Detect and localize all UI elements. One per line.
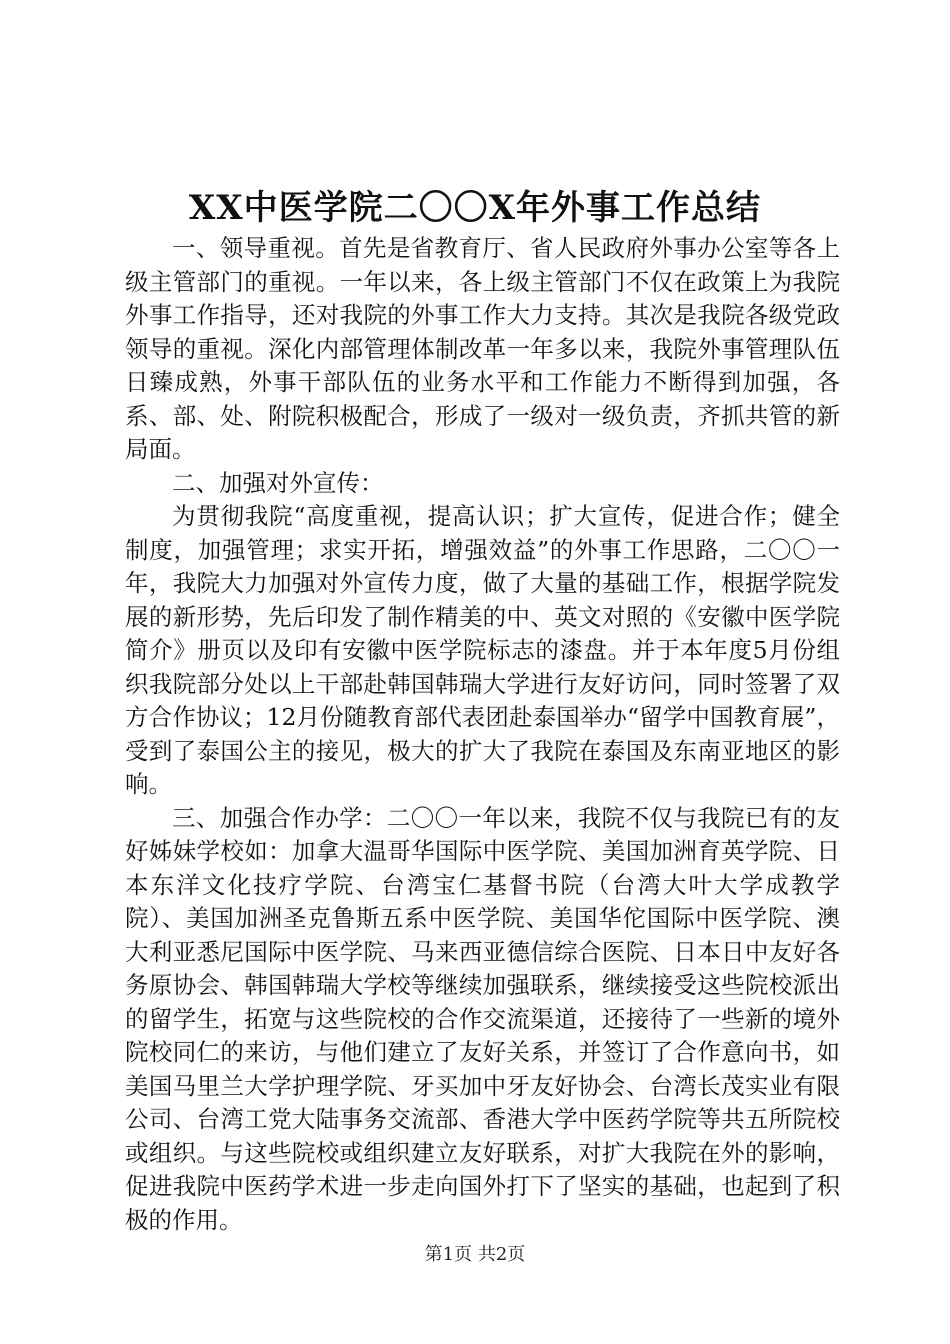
document-title: XX中医学院二〇〇X年外事工作总结 [188,188,762,228]
paragraph-leadership: 一、领导重视。首先是省教育厅、省人民政府外事办公室等各上级主管部门的重视。一年以来，各上级主管部门不仅在政策上为我院外事工作指导，还对我院的外事工作大力支持。其次是我院各级党政领导的重视。深化内部管理体制改革一年多以来，我院外事管理队伍日臻成熟，外事干部队伍的业务水平和工作能力不断得到加强，各系、部、处、附院积极配合，形成了一级对一级负责，齐抓共管的新局面。 [125,234,840,463]
paragraph-publicity: 为贯彻我院“高度重视，提高认识；扩大宣传，促进合作；健全制度，加强管理；求实开拓，增强效益”的外事工作思路，二〇〇一年，我院大力加强对外宣传力度，做了大量的基础工作，根据学院发展的新形势，先后印发了制作精美的中、英文对照的《安徽中医学院简介》册页以及印有安徽中医学院标志的漆盘。并于本年度5月份组织我院部分处以上干部赴韩国韩瑞大学进行友好访问，同时签署了双方合作协议；12月份随教育部代表团赴泰国举办“留学中国教育展”，受到了泰国公主的接见，极大的扩大了我院在泰国及东南亚地区的影响。 [125,502,840,798]
document-body [125,232,840,1237]
heading-publicity: 二、加强对外宣传： [172,468,384,497]
paragraph-cooperation: 三、加强合作办学：二〇〇一年以来，我院不仅与我院已有的友好姊妹学校如：加拿大温哥华国际中医学院、美国加洲育英学院、日本东洋文化技疗学院、台湾宝仁基督书院（台湾大叶大学成教学院）、美国加洲圣克鲁斯五系中医学院、美国华佗国际中医学院、澳大利亚悉尼国际中医学院、马来西亚德信综合医院、日本日中友好各务原协会、韩国韩瑞大学校等继续加强联系，继续接受这些院校派出的留学生，拓宽与这些院校的合作交流渠道，还接待了一些新的境外院校同仁的来访，与他们建立了友好关系，并签订了合作意向书，如美国马里兰大学护理学院、牙买加中牙友好协会、台湾长茂实业有限公司、台湾工党大陆事务交流部、香港大学中医药学院等共五所院校或组织。与这些院校或组织建立友好联系，对扩大我院在外的影响，促进我院中医药学术进一步走向国外打下了坚实的基础，也起到了积极的作用。 [125,803,840,1234]
page-footer: 第1页 共2页 [424,1244,526,1265]
